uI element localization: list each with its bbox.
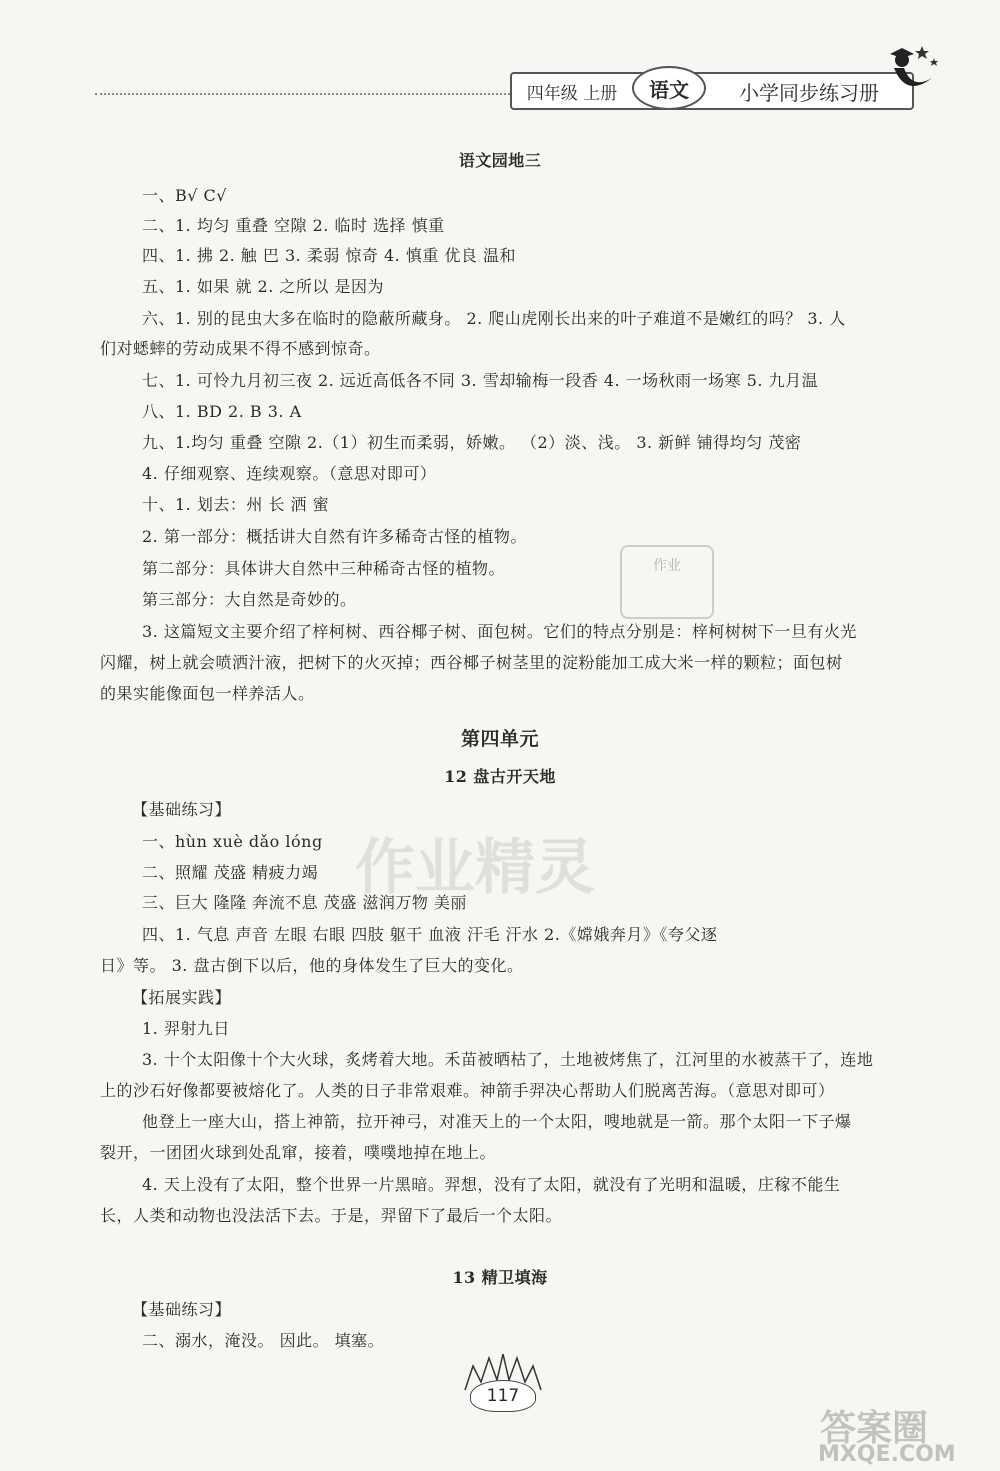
text-line: 3. 十个太阳像十个大火球，炙烤着大地。禾苗被晒枯了，土地被烤焦了，江河里的水被蒸干了，连地	[142, 1050, 874, 1069]
text-line: 六、1. 别的昆虫大多在临时的隐蔽所藏身。 2. 爬山虎刚长出来的叶子难道不是嫩红的吗？ 3. 人	[142, 309, 846, 328]
text-line: 上的沙石好像都要被熔化了。人类的日子非常艰难。神箭手羿决心帮助人们脱离苦海。（意思对即可）	[100, 1081, 835, 1100]
text-line: 十、1. 划去：州 长 洒 蜜	[142, 495, 330, 514]
text-line: 1. 羿射九日	[142, 1019, 230, 1038]
text-line: 4. 仔细观察、连续观察。（意思对即可）	[142, 464, 437, 483]
text-line: 二、照耀 茂盛 精疲力竭	[142, 863, 319, 882]
text-line: 【拓展实践】	[132, 988, 232, 1007]
text-line: 裂开，一团团火球到处乱窜，接着，噗噗地掉在地上。	[100, 1143, 497, 1162]
text-line: 【基础练习】	[132, 800, 232, 819]
text-line: 们对蟋蟀的劳动成果不得不感到惊奇。	[100, 339, 381, 358]
text-line: 的果实能像面包一样养活人。	[100, 684, 315, 703]
text-line: 3. 这篇短文主要介绍了梓柯树、西谷椰子树、面包树。它们的特点分别是：梓柯树树下一旦有火光	[142, 622, 857, 641]
page-number: 117	[470, 1380, 536, 1412]
header-subject: 语文	[632, 66, 706, 110]
text-line: 第四单元	[460, 728, 539, 750]
text-line: 【基础练习】	[132, 1300, 232, 1319]
site-watermark-logo: 答案圈	[820, 1408, 929, 1449]
text-line: 一、B√ C√	[142, 186, 227, 205]
watermark-stamp: 作业	[620, 545, 714, 619]
header-book-title: 小学同步练习册	[739, 80, 879, 105]
watermark-text: 作业精灵	[355, 833, 595, 903]
text-line: 七、1. 可怜九月初三夜 2. 远近高低各不同 3. 雪却输梅一段香 4. 一场秋雨一场寒 5. 九月温	[142, 371, 819, 390]
header-grade: 四年级 上册	[526, 83, 618, 104]
text-line: 12 盘古开天地	[444, 767, 556, 786]
site-watermark-url: MXQE.COM	[818, 1442, 956, 1467]
graduate-figure-icon	[882, 38, 942, 108]
text-line: 2. 第一部分：概括讲大自然有许多稀奇古怪的植物。	[142, 527, 527, 546]
text-line: 13 精卫填海	[452, 1268, 548, 1287]
text-line: 三、巨大 隆隆 奔流不息 茂盛 滋润万物 美丽	[142, 893, 467, 912]
text-line: 日》等。 3. 盘古倒下以后，他的身体发生了巨大的变化。	[100, 956, 524, 975]
text-line: 语文园地三	[458, 151, 542, 170]
header-dotted-rule	[95, 93, 510, 95]
text-line: 九、1.均匀 重叠 空隙 2.（1）初生而柔弱，娇嫩。 （2）淡、浅。 3. 新鲜 铺得均匀 茂密	[142, 433, 802, 452]
text-line: 闪耀，树上就会喷洒汁液，把树下的火灭掉；西谷椰子树茎里的淀粉能加工成大米一样的颗粒；面包树	[100, 653, 843, 672]
text-line: 四、1. 拂 2. 触 巴 3. 柔弱 惊奇 4. 慎重 优良 温和	[142, 246, 517, 265]
text-line: 八、1. BD 2. B 3. A	[142, 402, 302, 421]
text-line: 他登上一座大山，搭上神箭，拉开神弓，对准天上的一个太阳，嗖地就是一箭。那个太阳一下子爆	[142, 1112, 852, 1131]
text-line: 长，人类和动物也没法活下去。于是，羿留下了最后一个太阳。	[100, 1206, 563, 1225]
text-line: 五、1. 如果 就 2. 之所以 是因为	[142, 277, 384, 296]
text-line: 第二部分：具体讲大自然中三种稀奇古怪的植物。	[142, 559, 506, 578]
text-line: 一、hùn xuè dǎo lóng	[142, 832, 323, 851]
book-header	[510, 72, 914, 110]
text-line: 第三部分：大自然是奇妙的。	[142, 590, 357, 609]
text-line: 四、1. 气息 声音 左眼 右眼 四肢 躯干 血液 汗毛 汗水 2.《嫦娥奔月》《夸父逐	[142, 925, 718, 944]
text-line: 4. 天上没有了太阳，整个世界一片黑暗。羿想，没有了太阳，就没有了光明和温暖，庄稼不能生	[142, 1175, 841, 1194]
text-line: 二、1. 均匀 重叠 空隙 2. 临时 选择 慎重	[142, 216, 445, 235]
text-line: 二、溺水，淹没。 因此。 填塞。	[142, 1331, 385, 1350]
